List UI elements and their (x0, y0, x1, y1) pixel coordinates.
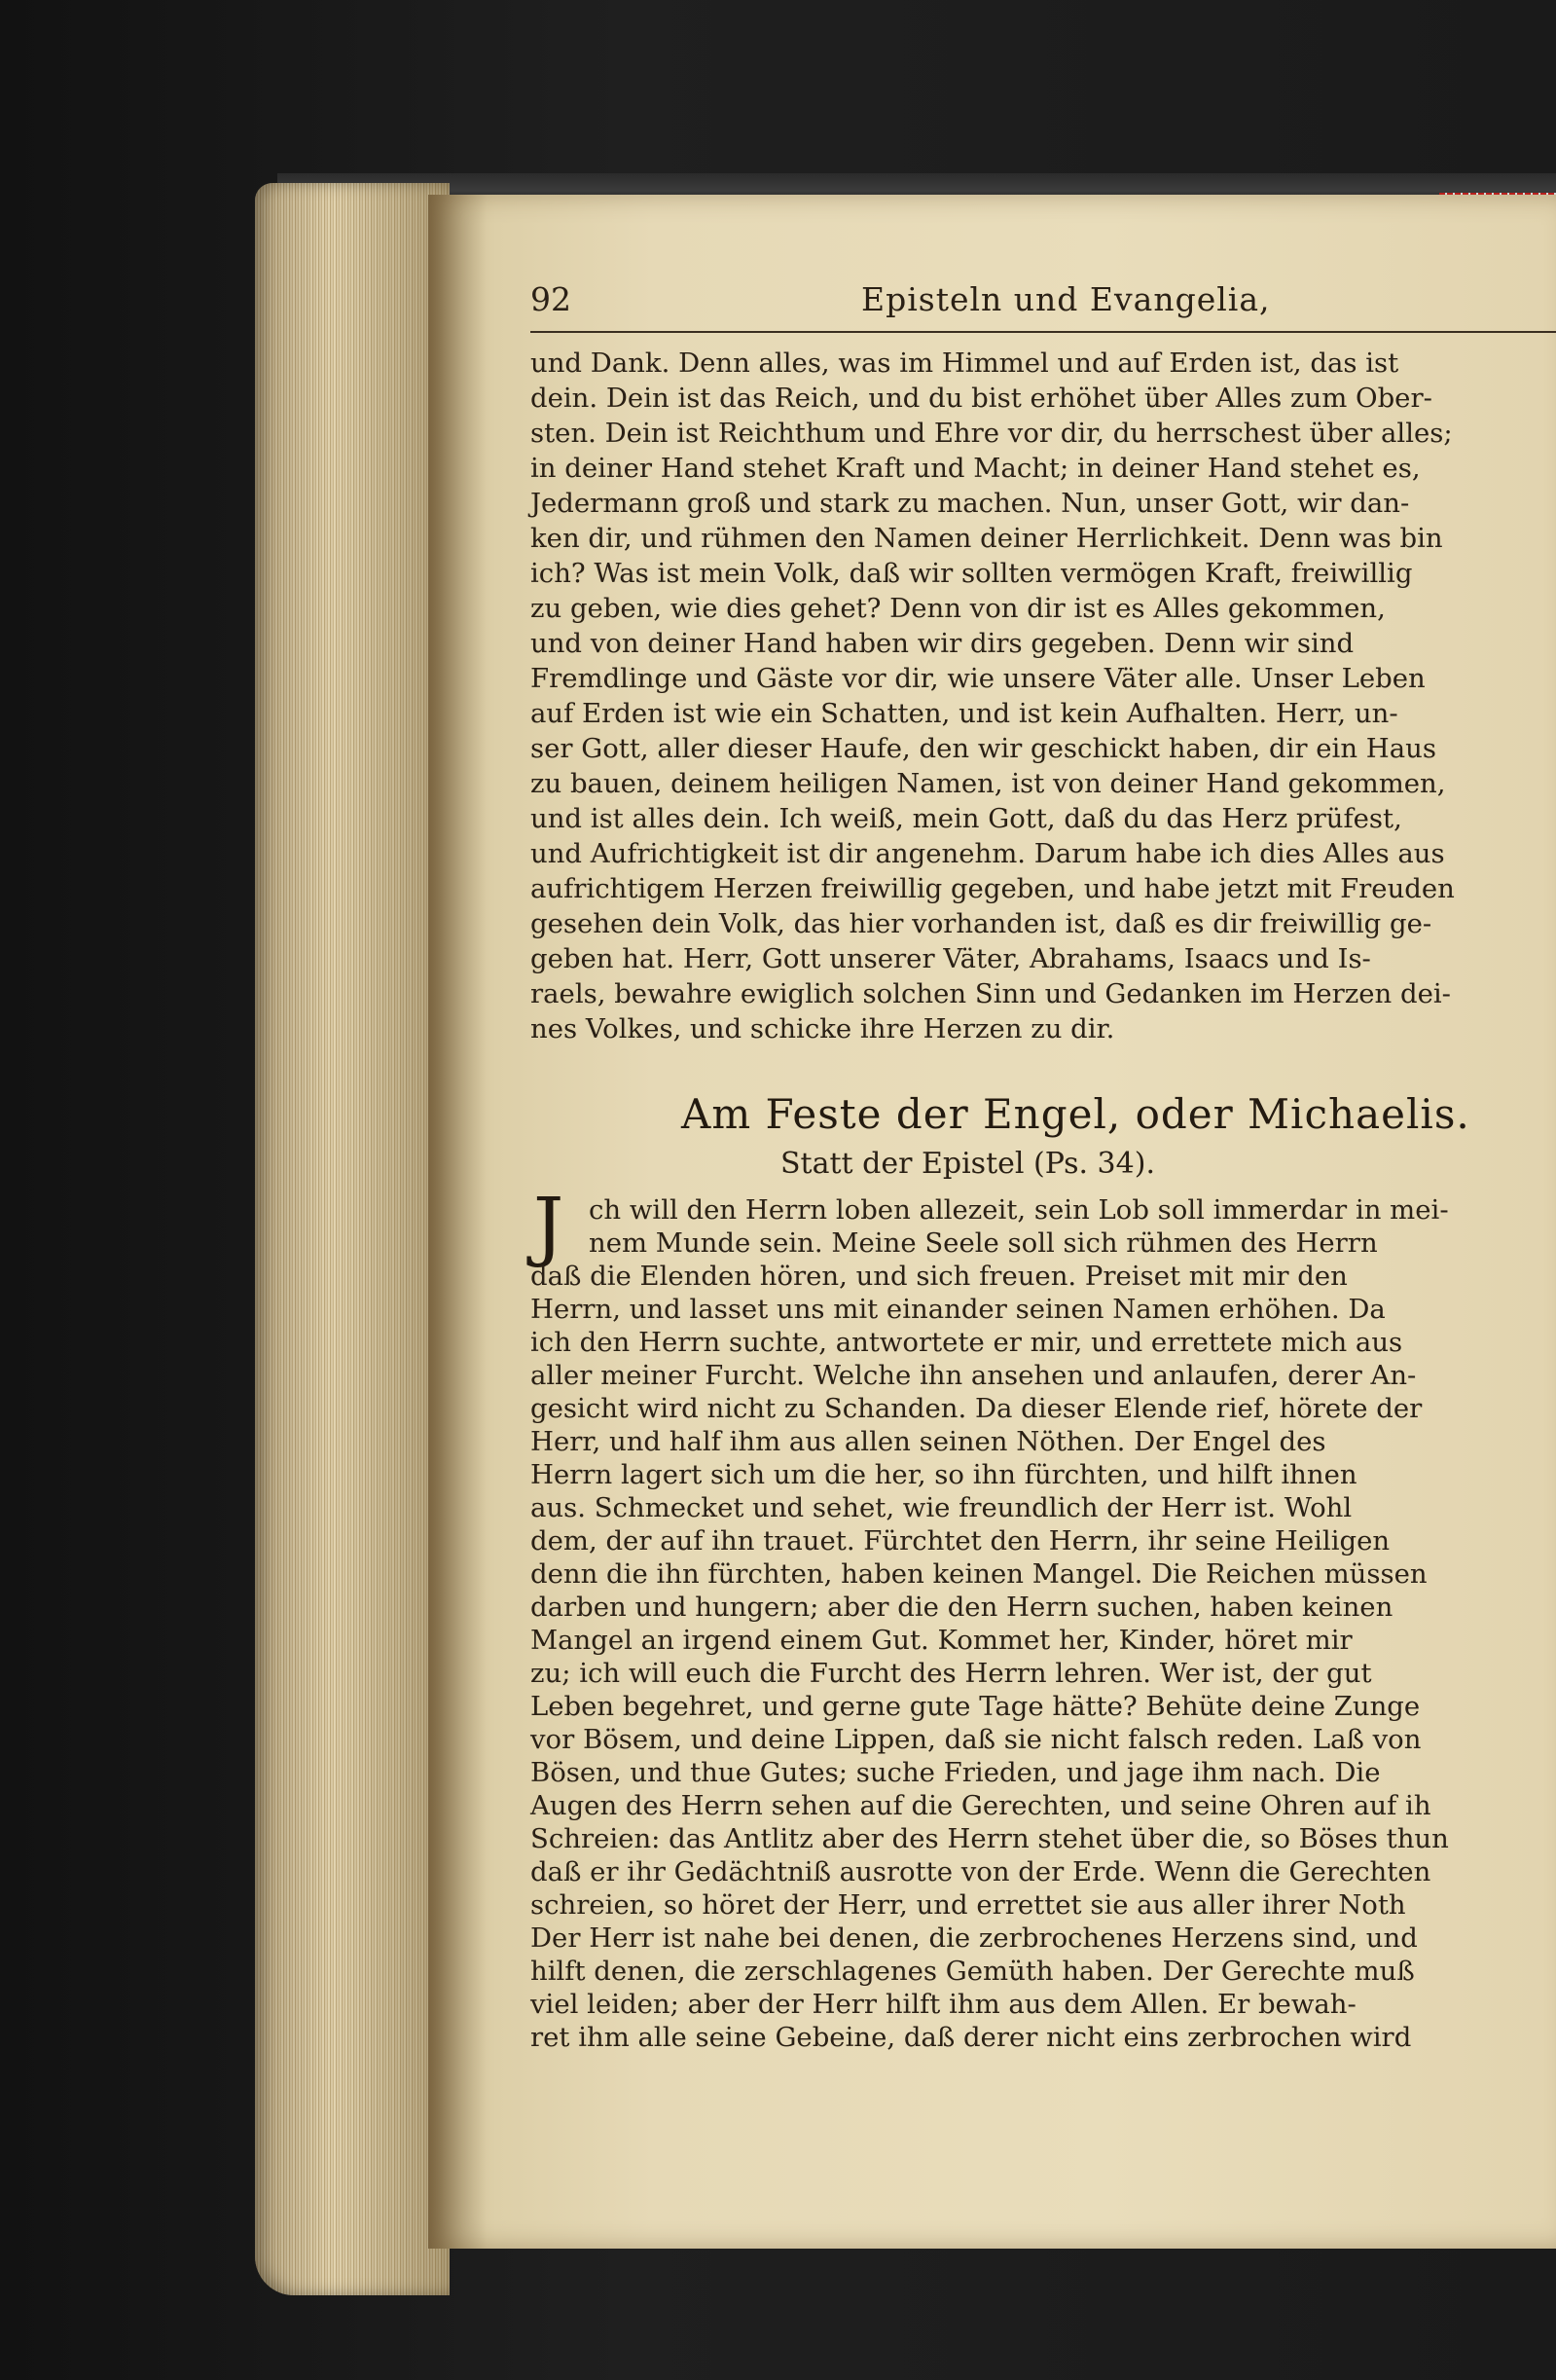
text-line: hilft denen, die zerschlagenes Gemüth haben. Der Gerechte muß (530, 1956, 1415, 1987)
text-line: viel leiden; aber der Herr hilft ihm aus dem Allen. Er bewah- (530, 1989, 1357, 2020)
text-line: ich den Herrn suchte, antwortete er mir, und errettete mich aus (530, 1327, 1403, 1358)
page-gutter-shadow (428, 195, 487, 2249)
text-line: und von deiner Hand haben wir dirs gegeben. Denn wir sind (530, 628, 1355, 659)
text-line: daß er ihr Gedächtniß ausrotte von der Erde. Wenn die Gerechten (530, 1856, 1431, 1887)
text-line: Herrn, und lasset uns mit einander seinen Namen erhöhen. Da (530, 1294, 1386, 1325)
text-line: auf Erden ist wie ein Schatten, und ist kein Aufhalten. Herr, un- (530, 698, 1398, 729)
text-line: und Dank. Denn alles, was im Himmel und auf Erden ist, das ist (530, 348, 1399, 379)
text-line: denn die ihn fürchten, haben keinen Mangel. Die Reichen müssen (530, 1558, 1428, 1590)
page-header (530, 280, 1556, 329)
text-line: vor Bösem, und deine Lippen, daß sie nicht falsch reden. Laß von (530, 1724, 1422, 1755)
text-line: schreien, so höret der Herr, und errettet sie aus aller ihrer Noth (530, 1889, 1406, 1921)
text-line: Leben begehret, und gerne gute Tage hätte? Behüte deine Zunge (530, 1691, 1421, 1722)
text-line: Schreien: das Antlitz aber des Herrn stehet über die, so Böses thun (530, 1823, 1449, 1854)
page-number: 92 (530, 280, 571, 318)
text-line: daß die Elenden hören, und sich freuen. Preiset mit mir den (530, 1261, 1348, 1292)
running-title: Episteln und Evangelia, (861, 280, 1271, 318)
section-subheading: Statt der Epistel (Ps. 34). (780, 1147, 1155, 1181)
header-rule (530, 331, 1556, 333)
text-line: und ist alles dein. Ich weiß, mein Gott, daß du das Herz prüfest, (530, 803, 1402, 834)
drop-capital: J (533, 1183, 564, 1270)
text-line: Mangel an irgend einem Gut. Kommet her, Kinder, höret mir (530, 1625, 1353, 1656)
text-line: ret ihm alle seine Gebeine, daß derer nicht eins zerbrochen wird (530, 2022, 1412, 2053)
text-line: nem Munde sein. Meine Seele soll sich rühmen des Herrn (589, 1227, 1378, 1259)
text-line: aller meiner Furcht. Welche ihn ansehen und anlaufen, derer An- (530, 1360, 1417, 1391)
text-line: Herr, und half ihm aus allen seinen Nöthen. Der Engel des (530, 1426, 1326, 1457)
page-stack-shadow (255, 183, 450, 2295)
text-line: aufrichtigem Herzen freiwillig gegeben, und habe jetzt mit Freuden (530, 873, 1455, 904)
text-line: zu; ich will euch die Furcht des Herrn lehren. Wer ist, der gut (530, 1658, 1372, 1689)
text-line: geben hat. Herr, Gott unserer Väter, Abrahams, Isaacs und Is- (530, 943, 1371, 974)
text-line: aus. Schmecket und sehet, wie freundlich der Herr ist. Wohl (530, 1492, 1353, 1523)
text-line: Augen des Herrn sehen auf die Gerechten, und seine Ohren auf ih (530, 1790, 1431, 1821)
section-heading: Am Feste der Engel, oder Michaelis. (681, 1090, 1470, 1138)
text-line: ich? Was ist mein Volk, daß wir sollten vermögen Kraft, freiwillig (530, 558, 1413, 589)
text-line: Herrn lagert sich um die her, so ihn fürchten, und hilft ihnen (530, 1459, 1357, 1490)
text-line: zu geben, wie dies gehet? Denn von dir ist es Alles gekommen, (530, 593, 1386, 624)
text-line: zu bauen, deinem heiligen Namen, ist von deiner Hand gekommen, (530, 768, 1446, 799)
text-line: ch will den Herrn loben allezeit, sein Lob soll immerdar in mei- (589, 1194, 1449, 1226)
text-line: raels, bewahre ewiglich solchen Sinn und Gedanken im Herzen dei- (530, 978, 1451, 1009)
text-line: dein. Dein ist das Reich, und du bist erhöhet über Alles zum Ober- (530, 383, 1432, 414)
text-line: nes Volkes, und schicke ihre Herzen zu dir. (530, 1013, 1115, 1044)
text-line: in deiner Hand stehet Kraft und Macht; in deiner Hand stehet es, (530, 453, 1421, 484)
text-line: sten. Dein ist Reichthum und Ehre vor dir, du herrschest über alles; (530, 418, 1453, 449)
text-line: und Aufrichtigkeit ist dir angenehm. Darum habe ich dies Alles aus (530, 838, 1445, 869)
text-line: darben und hungern; aber die den Herrn suchen, haben keinen (530, 1592, 1393, 1623)
text-line: Der Herr ist nahe bei denen, die zerbrochenes Herzens sind, und (530, 1922, 1418, 1954)
text-line: ken dir, und rühmen den Namen deiner Herrlichkeit. Denn was bin (530, 523, 1443, 554)
text-line: gesicht wird nicht zu Schanden. Da dieser Elende rief, hörete der (530, 1393, 1423, 1424)
text-line: ser Gott, aller dieser Haufe, den wir geschickt haben, dir ein Haus (530, 733, 1436, 764)
text-line: Jedermann groß und stark zu machen. Nun, unser Gott, wir dan- (530, 488, 1410, 519)
text-line: Bösen, und thue Gutes; suche Frieden, und jage ihm nach. Die (530, 1757, 1381, 1788)
text-line: dem, der auf ihn trauet. Fürchtet den Herrn, ihr seine Heiligen (530, 1525, 1391, 1556)
text-line: gesehen dein Volk, das hier vorhanden ist, daß es dir freiwillig ge- (530, 908, 1432, 939)
text-line: Fremdlinge und Gäste vor dir, wie unsere Väter alle. Unser Leben (530, 663, 1426, 694)
